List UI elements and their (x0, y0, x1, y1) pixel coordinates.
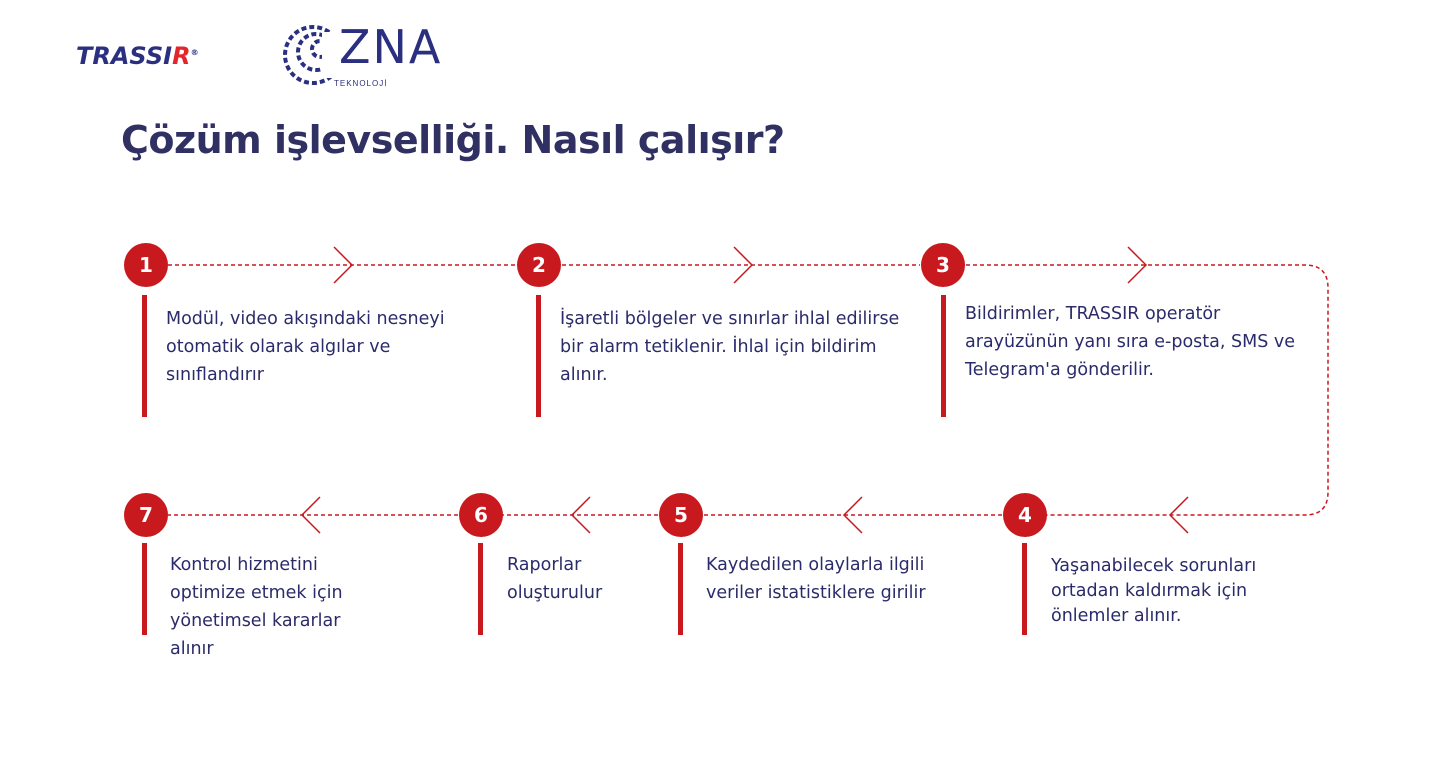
trassir-logo-r: R (172, 42, 191, 70)
step-4-text: Yaşanabilecek sorunları ortadan kaldırmak için önlemler alınır. (1051, 556, 1257, 626)
step-7-badge (124, 493, 168, 537)
step-2-bar (536, 295, 541, 417)
step-2-badge (517, 243, 561, 287)
page-title: Çözüm işlevselliği. Nasıl çalışır? (121, 118, 785, 162)
step-4-badge (1003, 493, 1047, 537)
zna-logo-text: ZNA (339, 20, 443, 74)
step-4-bar (1022, 543, 1027, 635)
step-5-text: Kaydedilen olaylarla ilgili veriler istatistiklere girilir (706, 555, 926, 603)
step-1-badge (124, 243, 168, 287)
step-7-text: Kontrol hizmetini optimize etmek için yönetimsel kararlar alınır (170, 555, 343, 659)
step-1-bar (142, 295, 147, 417)
step-1-text: Modül, video akışındaki nesneyi otomatik olarak algılar ve sınıflandırır (166, 309, 445, 385)
step-number: 7 (139, 503, 153, 527)
trassir-logo-text: TRASSI (76, 42, 173, 70)
step-number: 4 (1018, 503, 1032, 527)
step-3-text: Bildirimler, TRASSIR operatör arayüzünün yanı sıra e-posta, SMS ve Telegram'a gönderilir. (965, 304, 1295, 380)
step-6-bar (478, 543, 483, 635)
step-6-text: Raporlar oluşturulur (507, 555, 603, 603)
step-number: 6 (474, 503, 488, 527)
step-number: 1 (139, 253, 153, 277)
step-7-bar (142, 543, 147, 635)
registered-mark: ® (190, 48, 199, 57)
step-6-badge (459, 493, 503, 537)
zna-logo-subtitle: TEKNOLOJİ (334, 79, 388, 88)
step-number: 3 (936, 253, 950, 277)
step-5-badge (659, 493, 703, 537)
step-number: 2 (532, 253, 546, 277)
step-5-bar (678, 543, 683, 635)
step-2-text: İşaretli bölgeler ve sınırlar ihlal edilirse bir alarm tetiklenir. İhlal için bildirim alınır. (560, 309, 900, 385)
step-3-badge (921, 243, 965, 287)
step-number: 5 (674, 503, 688, 527)
step-3-bar (941, 295, 946, 417)
arrow-right-icon (734, 247, 752, 283)
